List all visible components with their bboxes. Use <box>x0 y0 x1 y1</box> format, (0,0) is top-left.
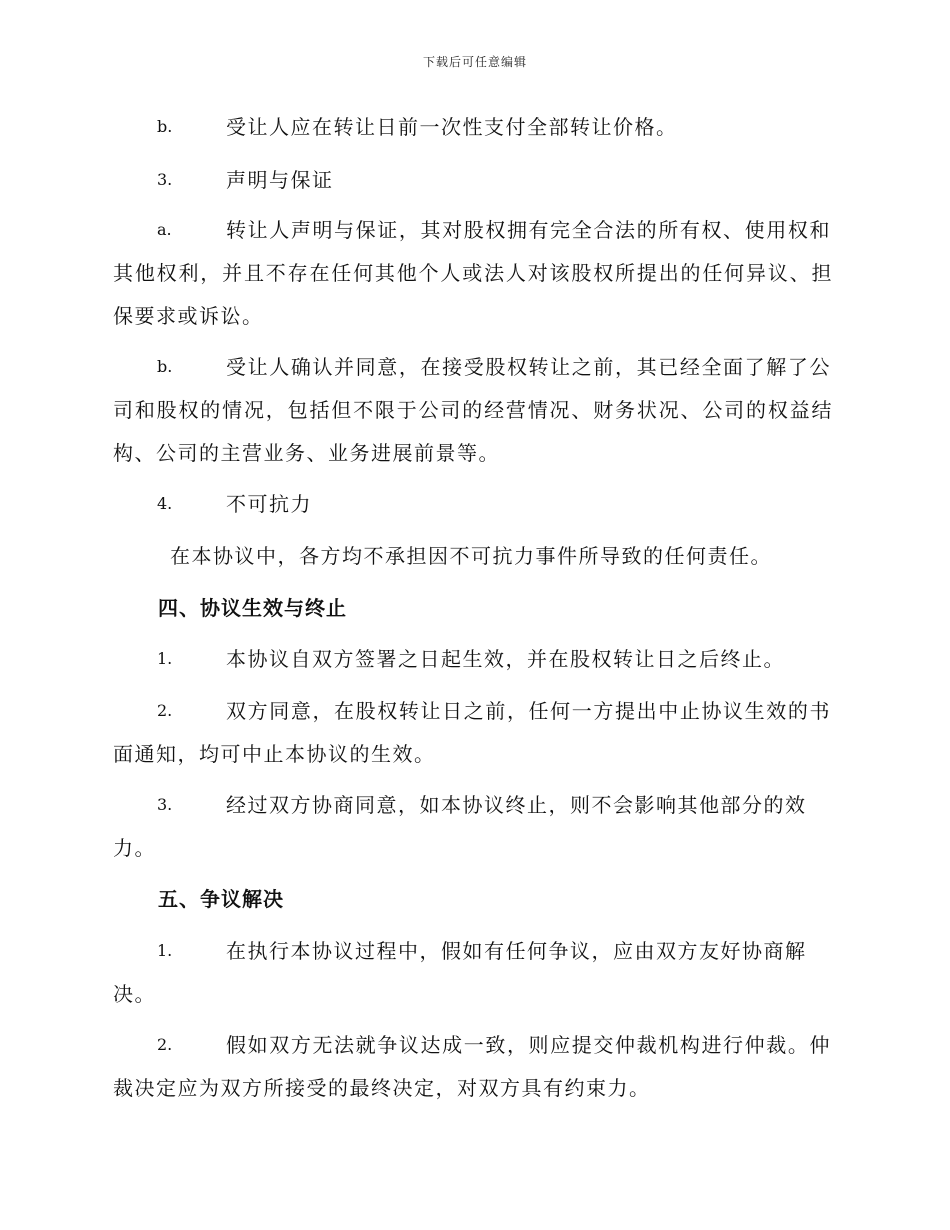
list-marker: a. <box>157 220 172 239</box>
clause-text-line: 经过双方协商同意，如本协议终止，则不会影响其他部分的效 <box>226 793 807 817</box>
clause-text-line: 假如双方无法就争议达成一致，则应提交仲裁机构进行仲裁。仲 <box>226 1033 831 1057</box>
list-marker: 2. <box>157 701 173 720</box>
list-marker: 1. <box>157 941 173 960</box>
list-marker: 2. <box>157 1035 173 1054</box>
heading-effectiveness-termination: 四、协议生效与终止 <box>158 596 347 620</box>
list-marker: 4. <box>157 494 173 513</box>
list-marker: b. <box>157 357 173 376</box>
clause-text-line: 保要求或诉讼。 <box>113 304 264 328</box>
heading-dispute-resolution: 五、争议解决 <box>158 887 284 911</box>
force-majeure-text: 在本协议中，各方均不承担因不可抗力事件所导致的任何责任。 <box>170 544 772 568</box>
clause-text-line: 面通知，均可中止本协议的生效。 <box>113 742 436 766</box>
clause-text-line: 决。 <box>113 982 156 1006</box>
section-label: 不可抗力 <box>226 492 312 516</box>
list-marker: 1. <box>157 649 173 668</box>
list-marker: 3. <box>157 795 173 814</box>
clause-text-line: 受让人确认并同意，在接受股权转让之前，其已经全面了解了公 <box>226 355 831 379</box>
clause-text-line: 在执行本协议过程中，假如有任何争议，应由双方友好协商解 <box>226 939 807 963</box>
clause-text: 受让人应在转让日前一次性支付全部转让价格。 <box>226 115 678 139</box>
section-label: 声明与保证 <box>226 168 334 192</box>
page-header: 下载后可任意编辑 <box>422 55 527 69</box>
list-marker: 3. <box>157 170 173 189</box>
clause-text-line: 其他权利，并且不存在任何其他个人或法人对该股权所提出的任何异议、担 <box>113 261 833 285</box>
clause-text-line: 转让人声明与保证，其对股权拥有完全合法的所有权、使用权和 <box>226 218 831 242</box>
clause-text-line: 力。 <box>113 836 156 860</box>
clause-text-line: 裁决定应为双方所接受的最终决定，对双方具有约束力。 <box>113 1076 651 1100</box>
clause-text-line: 双方同意，在股权转让日之前，任何一方提出中止协议生效的书 <box>226 699 831 723</box>
clause-text: 本协议自双方签署之日起生效，并在股权转让日之后终止。 <box>226 647 785 671</box>
clause-text-line: 构、公司的主营业务、业务进展前景等。 <box>113 441 500 465</box>
list-marker: b. <box>157 117 173 136</box>
clause-text-line: 司和股权的情况，包括但不限于公司的经营情况、财务状况、公司的权益结 <box>113 398 833 422</box>
